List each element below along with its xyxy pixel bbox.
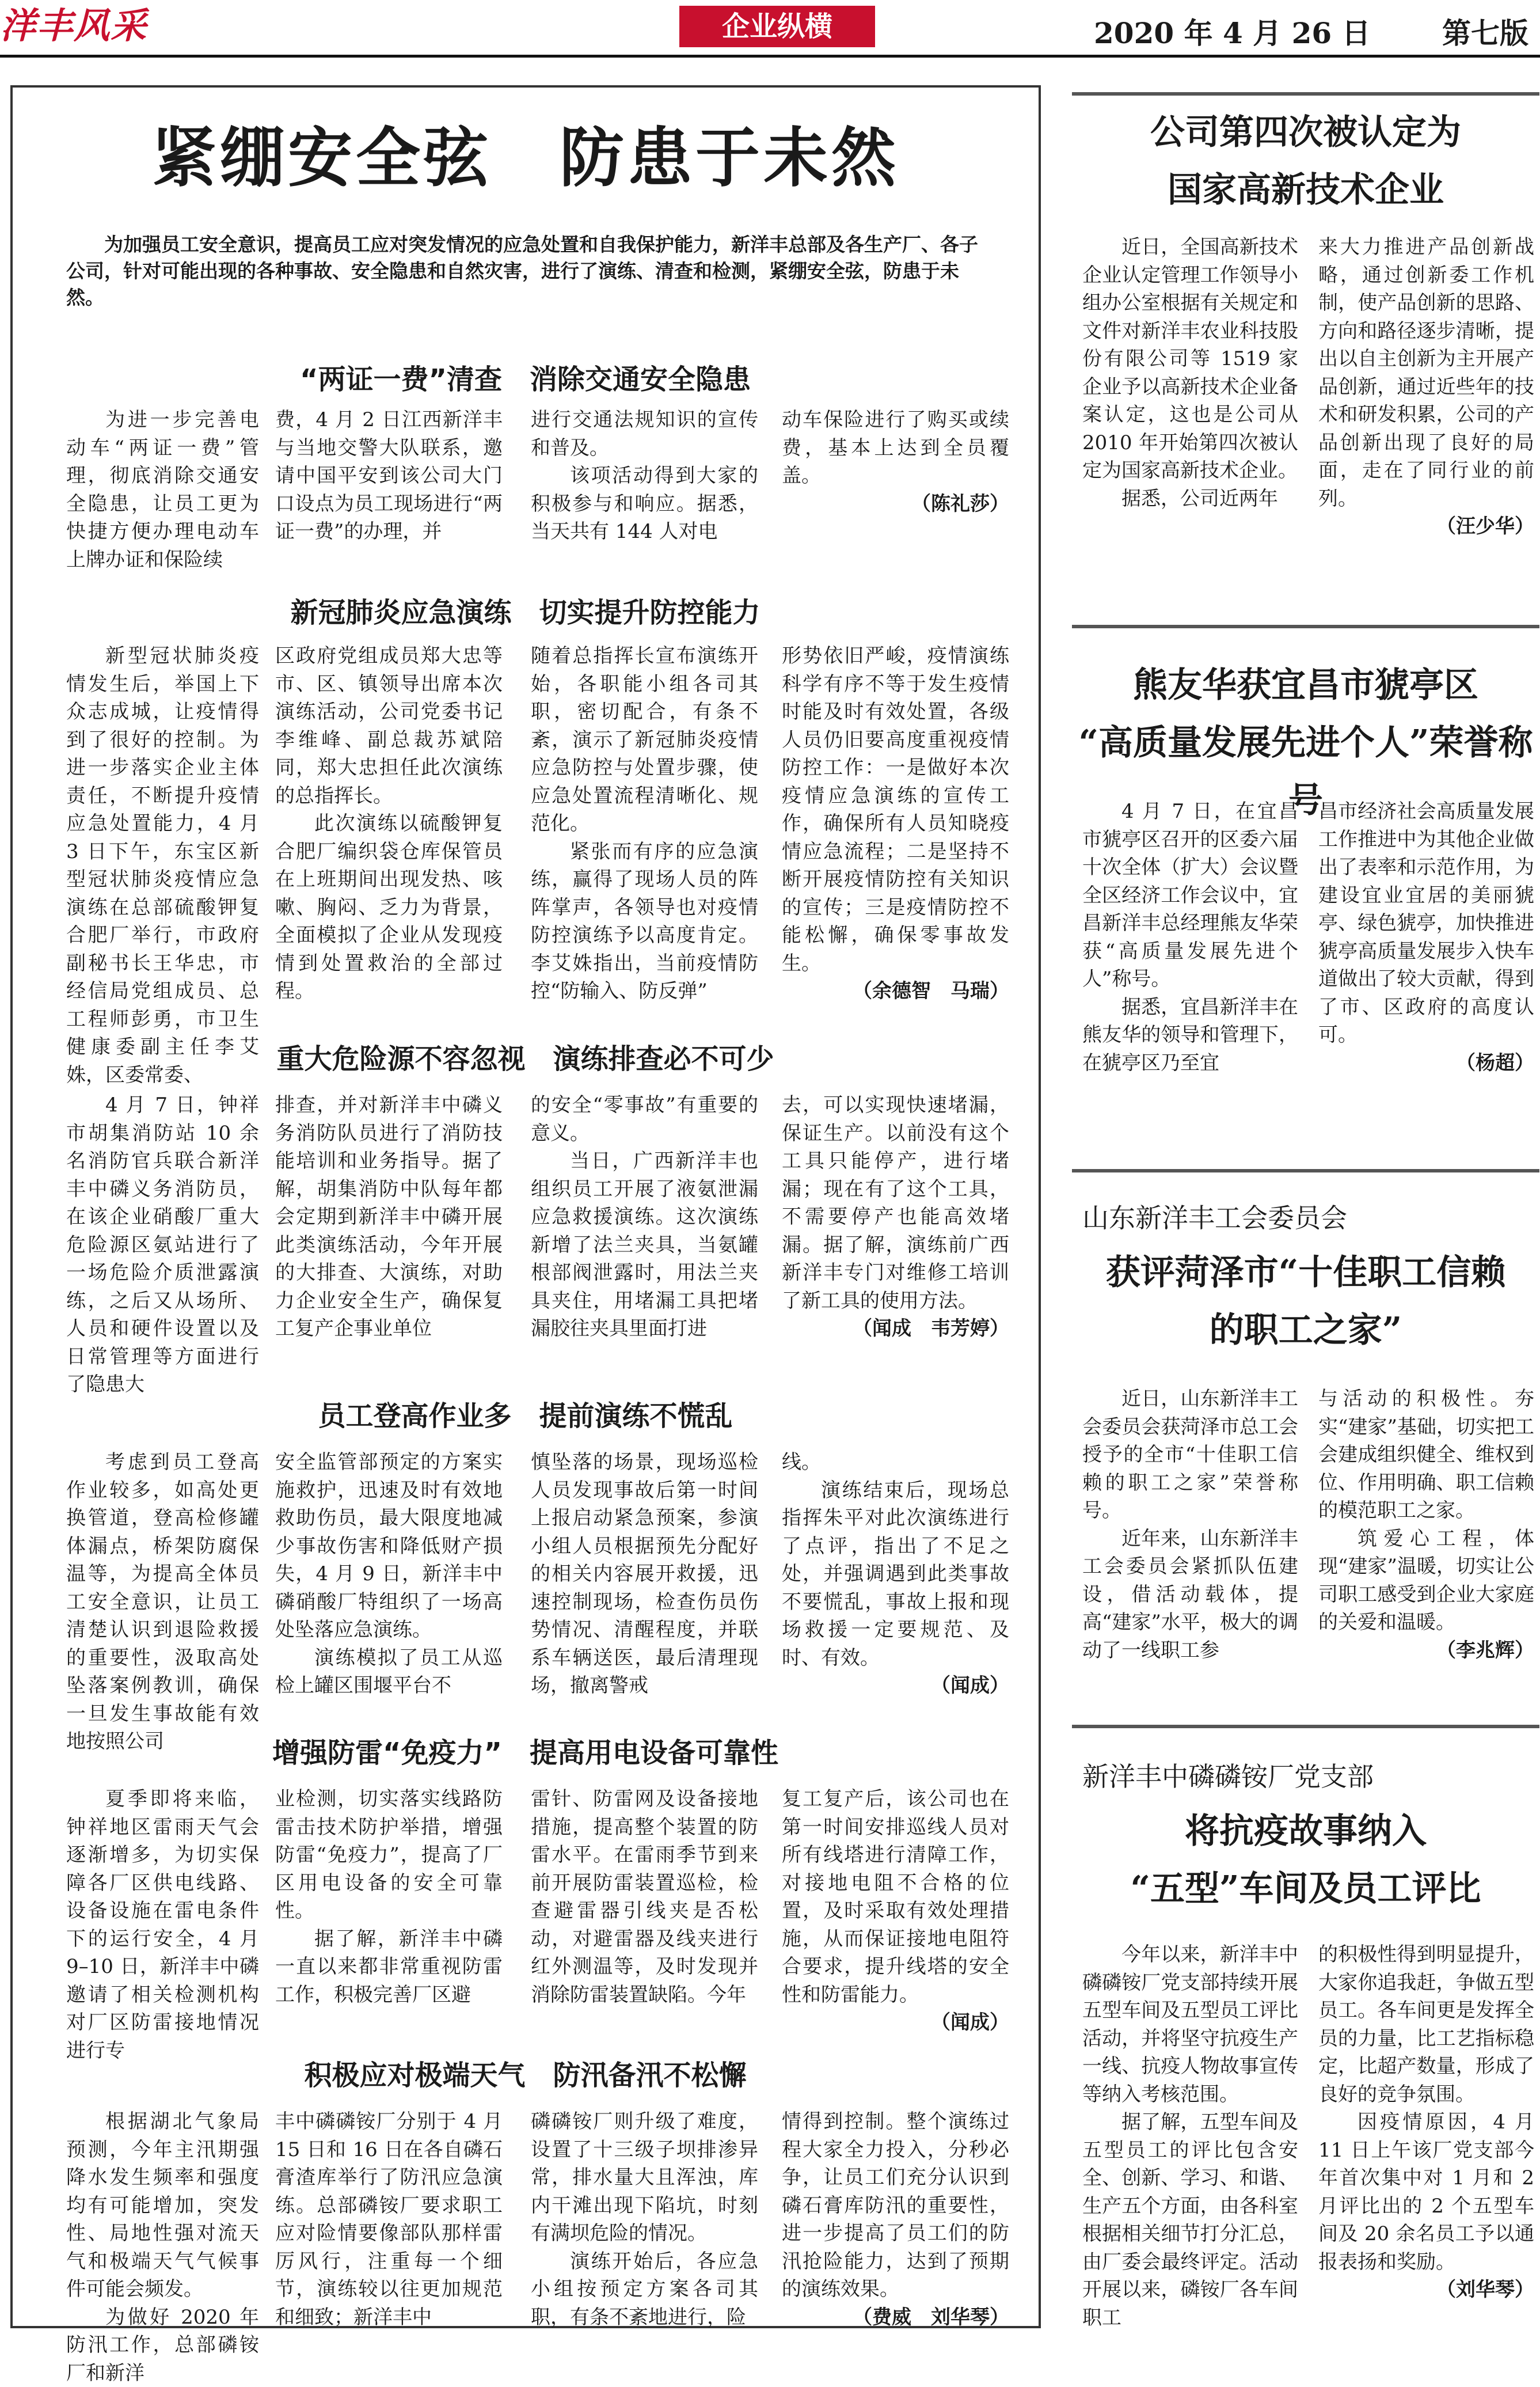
article-title: 将抗疫故事纳入 xyxy=(1072,1802,1539,1860)
paragraph: 今年以来，新洋丰中磷磷铵厂党支部持续开展五型车间及五型员工评比活动，并将坚守抗疫生产一线、抗疫人物故事宣传等纳入考核范围。 xyxy=(1082,1941,1298,2108)
article-column xyxy=(66,406,259,556)
article-column xyxy=(66,1785,259,2027)
paragraph: 动车保险进行了购买或续费，基本上达到全员覆盖。 xyxy=(782,406,1009,490)
main-lead: 为加强员工安全意识，提高员工应对突发情况的应急处置和自我保护能力，新洋丰总部及各生产厂、各子公司，针对可能出现的各种事故、安全隐患和自然灾害，进行了演练、清查和检测，紧绷安全弦，防患于未然。 xyxy=(66,232,987,311)
paragraph: 去，可以实现快速堵漏，保证生产。以前没有这个工具只能停产，进行堵漏；现在有了这个工具，不需要停产也能高效堵漏。据了解，演练前广西新洋丰专门对维修工培训了新工具的使用方法。 xyxy=(782,1091,1009,1315)
article-column xyxy=(66,1091,259,1362)
article-title: 熊友华获宜昌市猇亭区 xyxy=(1072,656,1539,714)
article-title: 公司第四次被认定为 xyxy=(1072,104,1539,161)
paragraph: 夏季即将来临，钟祥地区雷雨天气会逐渐增多，为切实保障各厂区供电线路、设备设施在雷电条件下的运行安全，4 月 9–10 日，新洋丰中磷邀请了相关检测机构对厂区防雷接地情况进行专 xyxy=(66,1785,259,2065)
article-column xyxy=(782,406,1009,556)
article-column xyxy=(275,1448,503,1684)
paragraph: 为进一步完善电动车“两证一费”管理，彻底消除交通安全隐患，让员工更为快捷方便办理电动车上牌办证和保险续 xyxy=(66,406,259,574)
article-column xyxy=(782,1091,1009,1362)
paragraph: 紧张而有序的应急演练，赢得了现场人员的阵阵掌声，各领导也对疫情防控演练予以高度肯定。李艾姝指出，当前疫情防控“防输入、防反弹” xyxy=(531,838,758,1005)
article-column xyxy=(531,2108,758,2324)
article-column xyxy=(1318,798,1534,1143)
paragraph: 演练结束后，现场总指挥朱平对此次演练进行了点评，指出了不足之处，并强调遇到此类事故不要慌乱，事故上报和现场救援一定要规范、及时、有效。 xyxy=(782,1477,1009,1672)
article-column xyxy=(1082,233,1298,602)
article-column xyxy=(531,1785,758,2027)
paragraph: 该项活动得到大家的积极参与和响应。据悉，当天共有 144 人对电 xyxy=(531,462,758,546)
byline: （费威 刘华琴） xyxy=(782,2303,1009,2332)
article-column xyxy=(275,1091,503,1362)
article-rule xyxy=(1072,1725,1539,1728)
article-column xyxy=(1318,233,1534,602)
article-column xyxy=(275,1785,503,2027)
article-column xyxy=(782,1785,1009,2027)
paragraph: 因疫情原因，4 月 11 日上午该厂党支部今年首次集中对 1 月和 2 月评比出的 2 个五型车间及 20 余名员工予以通报表扬和奖励。 xyxy=(1318,2108,1534,2276)
byline: （汪少华） xyxy=(1318,513,1534,541)
article-rule xyxy=(1072,1169,1539,1172)
article-column xyxy=(1082,798,1298,1143)
paragraph: 演练模拟了员工从巡检上罐区围堰平台不 xyxy=(275,1644,503,1700)
paragraph: 磷磷铵厂则升级了难度，设置了十三级子坝排渗异常，排水量大且浑浊，库内干滩出现下陷坑，时刻有满坝危险的情况。 xyxy=(531,2108,758,2248)
paragraph: 线。 xyxy=(782,1448,1009,1477)
paragraph: 随着总指挥长宣布演练开始，各职能小组各司其职，密切配合，有条不紊，演示了新冠肺炎疫情应急防控与处置步骤，使应急处置流程清晰化、规范化。 xyxy=(531,642,758,838)
article-column xyxy=(66,642,259,1011)
paragraph: 据了解，五型车间及五型员工的评比包含安全、创新、学习、和谐、生产五个方面，由各科室根据相关细节打分汇总，由厂委会最终评定。活动开展以来，磷铵厂各车间职工 xyxy=(1082,2108,1298,2332)
article-title: 的职工之家” xyxy=(1072,1301,1539,1359)
section-heading: 员工登高作业多 提前演练不慌乱 xyxy=(23,1394,1028,1433)
byline: （闻成） xyxy=(782,1672,1009,1700)
article-column xyxy=(782,2108,1009,2324)
article-column xyxy=(531,406,758,556)
paragraph: 来大力推进产品创新战略，通过创新委工作机制，使产品创新的思路、方向和路径逐步清晰，提出以自主创新为主开展产品创新，通过近些年的技术和研发积累，公司的产品创新出现了良好的局面，走在了同行业的前列。 xyxy=(1318,233,1534,513)
paragraph: 的积极性得到明显提升，大家你追我赶，争做五型员工。各车间更是发挥全员的力量，比工艺指标稳定，比超产数量，形成了良好的竞争氛围。 xyxy=(1318,1941,1534,2108)
main-title: 紧绷安全弦 防患于未然 xyxy=(0,107,1051,199)
section-heading: 新冠肺炎应急演练 切实提升防控能力 xyxy=(23,590,1028,630)
paragraph: 与活动的积极性。夯实“建家”基础，切实把工会建成组织健全、维权到位、作用明确、职工信赖的模范职工之家。 xyxy=(1318,1385,1534,1525)
article-title: 获评菏泽市“十佳职工信赖 xyxy=(1072,1244,1539,1301)
article-column xyxy=(782,1448,1009,1684)
paragraph: 情得到控制。整个演练过程大家全力投入，分秒必争，让员工们充分认识到磷石膏库防汛的重要性，进一步提高了员工们的防汛抢险能力，达到了预期的演练效果。 xyxy=(782,2108,1009,2303)
paragraph: 近年来，山东新洋丰工会委员会紧抓队伍建设，借活动载体，提高“建家”水平，极大的调动了一线职工参 xyxy=(1082,1525,1298,1665)
article-column xyxy=(531,642,758,1011)
paragraph: 安全监管部预定的方案实施救护，迅速及时有效地救助伤员，最大限度地减少事故伤害和降低财产损失，4 月 9 日，新洋丰中磷硝酸厂特组织了一场高处坠落应急演练。 xyxy=(275,1448,503,1644)
article-column xyxy=(275,642,503,1011)
section-heading: 增强防雷“免疫力” 提高用电设备可靠性 xyxy=(23,1731,1028,1770)
article-column xyxy=(275,406,503,556)
paragraph: 昌市经济社会高质量发展工作推进中为其他企业做出了表率和示范作用，为建设宜业宜居的美丽猇亭、绿色猇亭，加快推进猇亭高质量发展步入快车道做出了较大贡献，得到了市、区政府的高度认可。 xyxy=(1318,798,1534,1049)
page-number: 第七版 xyxy=(1442,10,1528,52)
article-title: 国家高新技术企业 xyxy=(1072,161,1539,219)
section-heading: “两证一费”清查 消除交通安全隐患 xyxy=(23,357,1028,397)
article-title: “五型”车间及员工评比 xyxy=(1072,1860,1539,1918)
paragraph: 进行交通法规知识的宣传和普及。 xyxy=(531,406,758,462)
paragraph: 形势依旧严峻，疫情演练科学有序不等于发生疫情时能及时有效处置，各级人员仍旧要高度重视疫情防控工作：一是做好本次疫情应急演练的宣传工作，确保所有人员知晓疫情应急流程；二是坚持不断开展疫情防控有关知识的宣传；三是疫情防控不能松懈，确保零事故发生。 xyxy=(782,642,1009,977)
paragraph: 区政府党组成员郑大忠等市、区、镇领导出席本次演练活动，公司党委书记李维峰、副总裁苏斌陪同，郑大忠担任此次演练的总指挥长。 xyxy=(275,642,503,810)
paragraph: 近日，山东新洋丰工会委员会获菏泽市总工会授予的全市“十佳职工信赖的职工之家”荣誉称号。 xyxy=(1082,1385,1298,1525)
paragraph: 费，4 月 2 日江西新洋丰与当地交警大队联系，邀请中国平安到该公司大门口设点为员工现场进行“两证一费”的办理，并 xyxy=(275,406,503,546)
section-tag: 企业纵横 xyxy=(679,6,875,47)
paragraph: 排查，并对新洋丰中磷义务消防队员进行了消防技能培训和业务指导。据了解，胡集消防中队每年都会定期到新洋丰中磷开展此类演练活动，今年开展的大排查、大演练，对助力企业安全生产，确保复工复产企事业单位 xyxy=(275,1091,503,1343)
paragraph: 此次演练以硫酸钾复合肥厂编织袋仓库保管员在上班期间出现发热、咳嗽、胸闷、乏力为背景，全面模拟了企业从发现疫情到处置救治的全部过程。 xyxy=(275,810,503,1005)
paragraph: 据了解，新洋丰中磷一直以来都非常重视防雷工作，积极完善厂区避 xyxy=(275,1925,503,2009)
article-kicker: 新洋丰中磷磷铵厂党支部 xyxy=(1082,1756,1537,1797)
byline: （杨超） xyxy=(1318,1049,1534,1077)
paragraph: 丰中磷磷铵厂分别于 4 月 15 日和 16 日在各自磷石膏渣库举行了防汛应急演练。总部磷铵厂要求职工应对险情要像部队那样雷厉风行，注重每一个细节，演练较以往更加规范和细致；新洋丰中 xyxy=(275,2108,503,2331)
article-column xyxy=(1318,1941,1534,2321)
paragraph: 复工复产后，该公司也在第一时间安排巡线人员对所有线塔进行清障工作，对接地电阻不合格的位置，及时采取有效处理措施，从而保证接地电阻符合要求，提升线塔的安全性和防雷能力。 xyxy=(782,1785,1009,2009)
article-column xyxy=(782,642,1009,1011)
article-column xyxy=(531,1091,758,1362)
article-rule xyxy=(1072,625,1539,628)
paragraph: 4 月 7 日，在宜昌市猇亭区召开的区委六届十次全体（扩大）会议暨全区经济工作会议中，宜昌新洋丰总经理熊友华荣获“高质量发展先进个人”称号。 xyxy=(1082,798,1298,993)
article-column xyxy=(531,1448,758,1684)
paragraph: 筑爱心工程，体现“建家”温暖，切实让公司职工感受到企业大家庭的关爱和温暖。 xyxy=(1318,1525,1534,1637)
paragraph: 为做好 2020 年防汛工作，总部磷铵厂和新洋 xyxy=(66,2303,259,2387)
byline: （刘华琴） xyxy=(1318,2276,1534,2304)
paragraph: 据悉，宜昌新洋丰在熊友华的领导和管理下，在猇亭区乃至宜 xyxy=(1082,993,1298,1077)
article-column xyxy=(66,2108,259,2324)
article-title: “高质量发展先进个人”荣誉称号 xyxy=(1072,714,1539,829)
paragraph: 业检测，切实落实线路防雷击技术防护举措，增强防雷“免疫力”，提高了厂区用电设备的安全可靠性。 xyxy=(275,1785,503,1925)
paragraph: 的安全“零事故”有重要的意义。 xyxy=(531,1091,758,1147)
byline: （陈礼莎） xyxy=(782,490,1009,518)
paragraph: 近日，全国高新技术企业认定管理工作领导小组办公室根据有关规定和文件对新洋丰农业科技股份有限公司等 1519 家企业予以高新技术企业备案认定，这也是公司从 2010 年开始第四次被认定为国家高新技术企业。 xyxy=(1082,233,1298,485)
byline: （闻成） xyxy=(782,2009,1009,2037)
article-column xyxy=(1318,1385,1534,1696)
issue-date: 2020 年 4 月 26 日 xyxy=(1094,10,1371,52)
masthead-logo: 洋丰风采 xyxy=(0,0,150,52)
article-column xyxy=(275,2108,503,2324)
paragraph: 雷针、防雷网及设备接地措施，提高整个装置的防雷水平。在雷雨季节到来前开展防雷装置巡检，检查避雷器引线夹是否松动，对避雷器及线夹进行红外测温等，及时发现并消除防雷装置缺陷。今年 xyxy=(531,1785,758,2009)
article-column xyxy=(1082,1941,1298,2321)
article-column xyxy=(1082,1385,1298,1696)
article-column xyxy=(66,1448,259,1684)
byline: （余德智 马瑞） xyxy=(782,977,1009,1005)
paragraph: 慎坠落的场景，现场巡检人员发现事故后第一时间上报启动紧急预案，参演小组人员根据预先分配好的相关内容展开救援，迅速控制现场，检查伤员伤势情况、清醒程度，并联系车辆送医，最后清理现场，撤离警戒 xyxy=(531,1448,758,1700)
paragraph: 4 月 7 日，钟祥市胡集消防站 10 余名消防官兵联合新洋丰中磷义务消防员，在该企业硝酸厂重大危险源区氨站进行了一场危险介质泄露演练，之后又从场所、人员和硬件设置以及日常管理等方面进行了隐患大 xyxy=(66,1091,259,1399)
section-heading: 积极应对极端天气 防汛备汛不松懈 xyxy=(23,2053,1028,2093)
byline: （闻成 韦芳婷） xyxy=(782,1315,1009,1343)
paragraph: 当日，广西新洋丰也组织员工开展了液氨泄漏应急救援演练。这次演练新增了法兰夹具，当氨罐根部阀泄露时，用法兰夹具夹住，用堵漏工具把堵漏胶往夹具里面打进 xyxy=(531,1147,758,1343)
article-rule xyxy=(1072,92,1539,96)
paragraph: 据悉，公司近两年 xyxy=(1082,485,1298,513)
paragraph: 新型冠状肺炎疫情发生后，举国上下众志成城，让疫情得到了很好的控制。为进一步落实企业主体责任，不断提升疫情应急处置能力，4 月 3 日下午，东宝区新型冠状肺炎疫情应急演练在总部硫酸钾复合肥厂举行，市政府副秘书长王华忠，市经信局党组成员、总工程师彭勇，市卫生健康委副主任李艾姝，区委常委、 xyxy=(66,642,259,1089)
page-header xyxy=(0,0,1540,58)
article-kicker: 山东新洋丰工会委员会 xyxy=(1082,1198,1537,1238)
paragraph: 考虑到员工登高作业较多，如高处更换管道，登高检修罐体漏点，桥架防腐保温等，为提高全体员工安全意识，让员工清楚认识到退险救援的重要性，汲取高处坠落案例教训，确保一旦发生事故能有效地按照公司 xyxy=(66,1448,259,1756)
paragraph: 演练开始后，各应急小组按预定方案各司其职，有条不紊地进行，险 xyxy=(531,2248,758,2332)
section-heading: 重大危险源不容忽视 演练排查必不可少 xyxy=(23,1037,1028,1076)
byline: （李兆辉） xyxy=(1318,1637,1534,1665)
paragraph: 根据湖北气象局预测，今年主汛期强降水发生频率和强度均有可能增加，突发性、局地性强对流天气和极端天气气候事件可能会频发。 xyxy=(66,2108,259,2303)
